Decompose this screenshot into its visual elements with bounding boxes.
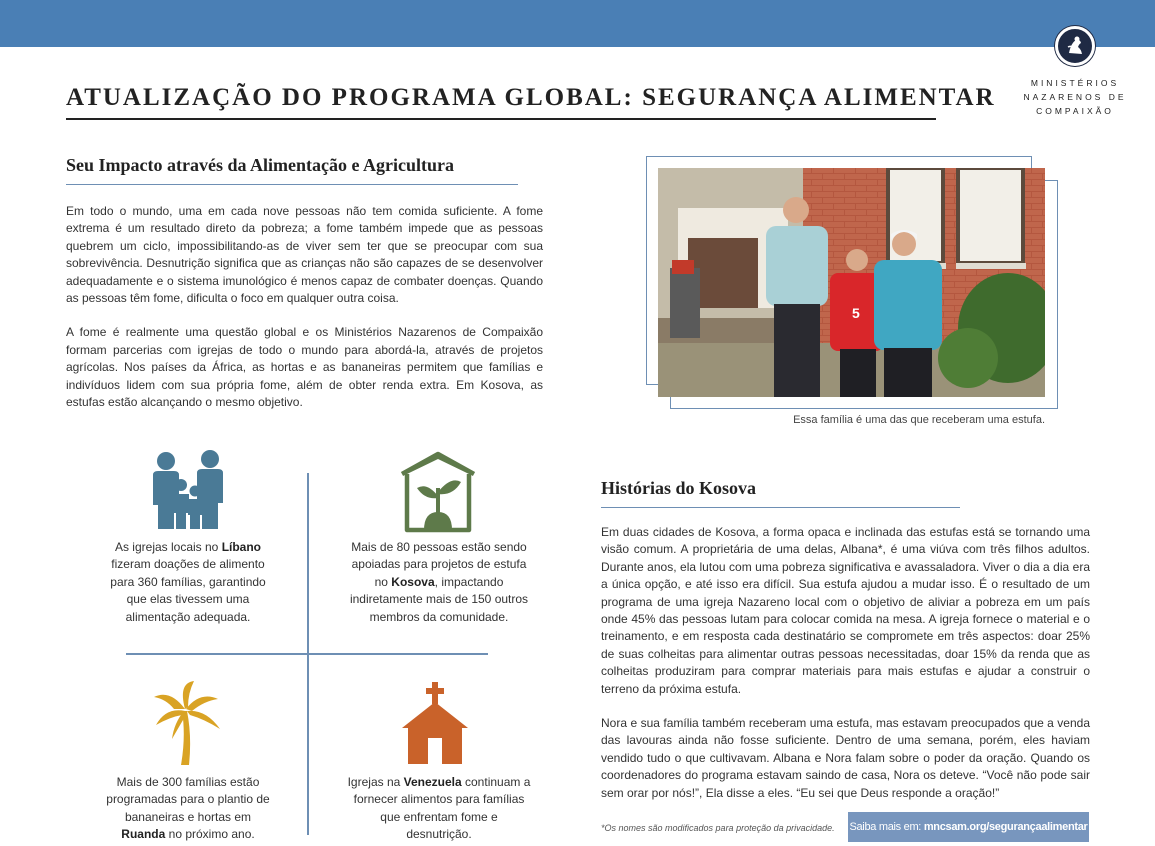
logo-line-3: COMPAIXÃO (1036, 106, 1114, 116)
stat-kosova-text-1: Mais de 80 pessoas estão sendo apoiadas para projetos de estufa no (351, 540, 527, 589)
logo-line-1: MINISTÉRIOS (1030, 78, 1120, 88)
greenhouse-plant-icon (399, 450, 477, 539)
stat-venezuela-text-2: continuam a fornecer alimentos para famílias que enfrentam fome e desnutrição. (353, 775, 531, 842)
stat-lebanon-country: Líbano (221, 540, 262, 554)
stories-body (601, 524, 1090, 819)
stat-rwanda-text-2: no próximo ano. (165, 827, 255, 842)
page-title-bold: SEGURANÇA ALIMENTAR (642, 84, 996, 111)
impact-paragraph-2: A fome é realmente uma questão global e os Ministérios Nazarenos de Compaixão formam parcerias com igrejas de todo o mundo para abordá-la, através de projetos agrícolas. Nos países da África, as hortas e as bananeiras permitem que famílias e indivíduos lidem com sua própria fome, além de obter renda extra. Em Kosova, as estufas estão alcançando o mesmo objetivo. (66, 325, 543, 410)
learn-more-prefix: Saiba mais em: (849, 821, 924, 833)
learn-more-url[interactable]: mncsam.org/segurançaalimentar (923, 821, 1088, 833)
impact-paragraph-1: Em todo o mundo, uma em cada nove pessoas não tem comida suficiente. A fome extrema é um resultado direto da pobreza; a fome também impede que as pessoas quebrem um ciclo, impossibilitando-as de viver sem ter que se preocupar com sua sobrevivência. Desnutrição significa que as crianças não são capazes de se desenvolver adequadamente e o sistema imunológico é menos capaz de combater doenças. Quando as pessoas têm fome, dificulta o foco em qualquer outra coisa. (66, 204, 543, 306)
stat-venezuela (346, 774, 532, 844)
church-icon (400, 682, 470, 771)
palm-tree-icon (152, 681, 222, 770)
stories-paragraph-2: Nora e sua família também receberam uma estufa, mas estavam preocupados que a venda das lavouras ainda não fosse suficiente. Dentro de uma semana, porém, eles haviam vendido tudo o que cultivavam. Albana e Nora falam sobre o poder da oração. Quando os coordenadores do programa estavam saindo de casa, Nora os deteve. “Você não pode sair sem orar por nós!”, Ela disse a eles. “Eu sei que Deus responde a oração!” (601, 716, 1090, 800)
impact-body (66, 203, 543, 428)
page-title-prefix: ATUALIZAÇÃO DO PROGRAMA GLOBAL: (66, 84, 643, 111)
stat-kosova (346, 539, 532, 626)
stat-rwanda-text-1: Mais de 300 famílias estão programadas para o plantio de bananeiras e hortas em (106, 775, 270, 824)
privacy-footnote: *Os nomes são modificados para proteção da privacidade. (601, 823, 835, 833)
photo-caption: Essa família é uma das que receberam uma estufa. (793, 414, 1045, 426)
stat-lebanon (102, 539, 274, 626)
stat-venezuela-country: Venezuela (403, 775, 462, 789)
logo-emblem-icon (1055, 26, 1095, 66)
stat-venezuela-text-1: Igrejas na (347, 775, 404, 789)
organization-logo (1005, 26, 1145, 118)
logo-text (1005, 76, 1145, 118)
stat-kosova-country: Kosova (391, 574, 435, 589)
learn-more-link[interactable] (848, 812, 1089, 842)
family-photo (658, 168, 1045, 397)
impact-heading: Seu Impacto através da Alimentação e Agricultura (66, 155, 518, 185)
stat-rwanda-country: Ruanda (121, 827, 166, 842)
grid-divider-horizontal (126, 653, 488, 655)
shirt-number: 5 (852, 305, 860, 321)
stat-rwanda (102, 774, 274, 844)
stat-lebanon-text-1: As igrejas locais no (114, 540, 222, 554)
family-icon (148, 449, 228, 534)
stat-lebanon-text-2: fizeram doações de alimento para 360 famílias, garantindo que elas tivessem uma alimentação adequada. (110, 557, 266, 624)
stories-heading: Histórias do Kosova (601, 478, 960, 508)
top-banner (0, 0, 1155, 47)
logo-line-2: NAZARENOS DE (1023, 92, 1127, 102)
page-title (66, 84, 996, 120)
stories-paragraph-1: Em duas cidades de Kosova, a forma opaca e inclinada das estufas está se tornando uma visão comum. A proprietária de uma delas, Albana*, é uma viúva com três filhos adultos. Durante anos, ela lutou com uma pobreza significativa e avassaladora. Viver o dia a dia era a única opção, e até isso era difícil. Sua estufa ajudou a mudar isso. É o resultado de um programa de uma igreja Nazareno local com o objetivo de aliviar a pobreza em um país onde 45% das pessoas lutam para colocar comida na mesa. A igreja fornece o material e o treinamento, e em resposta cada destinatário se compromete em três aspectos: doar 25% de suas colheitas para alimentar outras pessoas necessitadas, doar 15% da renda que as colheitas produziram para comprar materiais para mais estufas e ajudar a construir o terreno da próxima estufa. (601, 525, 1090, 696)
stat-kosova-text-2: , impactando indiretamente mais de 150 outros membros da comunidade. (349, 574, 529, 624)
